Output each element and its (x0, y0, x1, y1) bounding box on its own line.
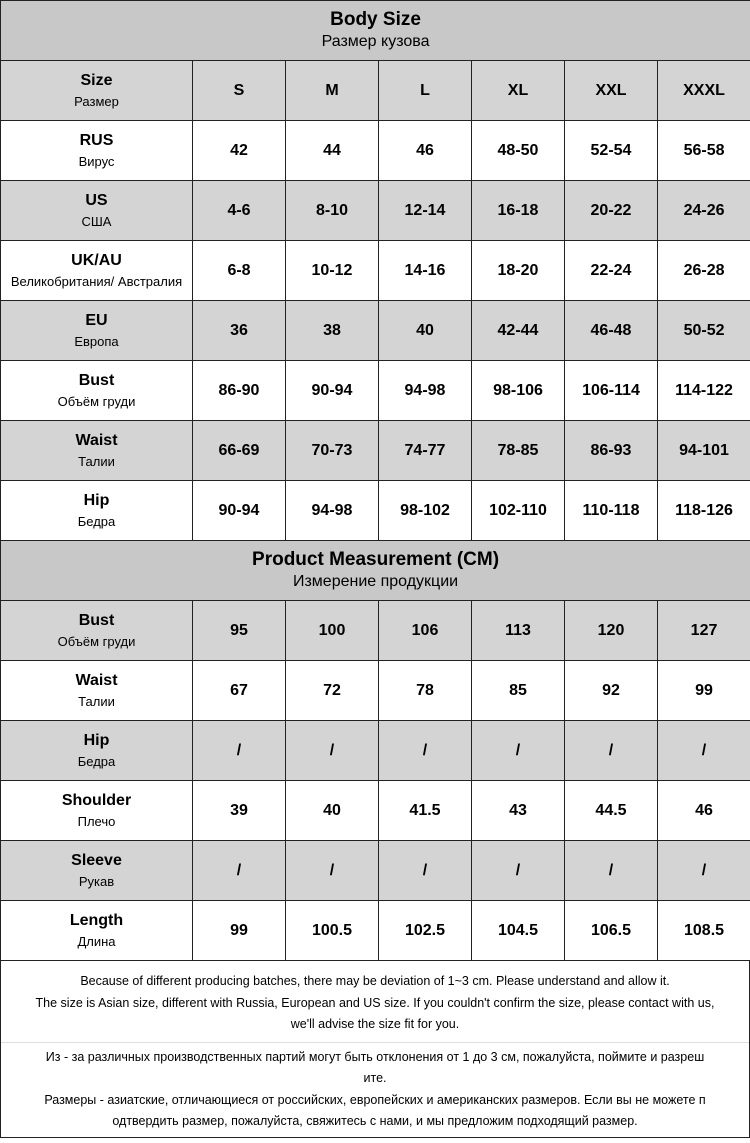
value-cell: 24-26 (658, 181, 750, 241)
table-row (1, 421, 750, 481)
notes-english (1, 961, 749, 1042)
value-cell: 26-28 (658, 241, 750, 301)
value-cell: 36 (193, 301, 286, 361)
row-label-ru: Вирус (78, 153, 115, 169)
table-row (1, 901, 750, 961)
value-cell: 94-98 (379, 361, 472, 421)
table-row (1, 841, 750, 901)
value-cell: 100.5 (286, 901, 379, 961)
value-cell: 110-118 (565, 481, 658, 541)
notes-russian (1, 1042, 749, 1137)
value-cell: 40 (379, 301, 472, 361)
value-cell: 40 (286, 781, 379, 841)
product-title: Product Measurement (CM) (252, 548, 500, 570)
value-cell: 90-94 (286, 361, 379, 421)
table-row (1, 481, 750, 541)
value-cell: 46-48 (565, 301, 658, 361)
value-cell: 38 (286, 301, 379, 361)
value-cell: 95 (193, 601, 286, 661)
note-ru-line: Из - за различных производственных партий могут быть отклонения от 1 до 3 см, пожалуйста, поймите и разреш (45, 1049, 705, 1064)
row-label-en: Hip (83, 491, 110, 509)
row-label-ru: Объём груди (57, 393, 136, 409)
row-label (1, 481, 193, 541)
notes-section (0, 961, 750, 1138)
row-label-ru: Объём груди (57, 633, 136, 649)
row-label (1, 781, 193, 841)
value-cell: 78 (379, 661, 472, 721)
value-cell: 74-77 (379, 421, 472, 481)
value-cell: 22-24 (565, 241, 658, 301)
value-cell: 106.5 (565, 901, 658, 961)
value-cell: 10-12 (286, 241, 379, 301)
value-cell: 41.5 (379, 781, 472, 841)
row-label-en: Shoulder (61, 791, 132, 809)
size-column-header: XL (472, 61, 565, 121)
table-row (1, 661, 750, 721)
row-label-en: UK/AU (71, 251, 122, 269)
row-label-en: Sleeve (71, 851, 122, 869)
value-cell: 85 (472, 661, 565, 721)
value-cell: / (565, 841, 658, 901)
row-label-en: Hip (83, 731, 110, 749)
value-cell: / (286, 721, 379, 781)
value-cell: 98-106 (472, 361, 565, 421)
value-cell: 56-58 (658, 121, 750, 181)
table-row (1, 721, 750, 781)
size-column-header: S (193, 61, 286, 121)
value-cell: / (193, 841, 286, 901)
row-label (1, 301, 193, 361)
value-cell: 48-50 (472, 121, 565, 181)
body-size-subtitle: Размер кузова (321, 32, 430, 50)
body-size-title: Body Size (330, 8, 421, 30)
row-label-ru: Талии (78, 453, 115, 469)
value-cell: 42 (193, 121, 286, 181)
value-cell: 100 (286, 601, 379, 661)
value-cell: 98-102 (379, 481, 472, 541)
value-cell: / (379, 841, 472, 901)
row-label-ru: Великобритания/ Австралия (10, 273, 183, 289)
value-cell: 6-8 (193, 241, 286, 301)
row-label-ru: Бедра (77, 753, 116, 769)
size-column-header: M (286, 61, 379, 121)
value-cell: / (565, 721, 658, 781)
table-row (1, 301, 750, 361)
row-label-ru: Размер (74, 93, 119, 109)
value-cell: 46 (379, 121, 472, 181)
body-size-header (1, 1, 750, 61)
value-cell: / (286, 841, 379, 901)
table-row (1, 361, 750, 421)
size-header-row (1, 61, 750, 121)
row-label (1, 601, 193, 661)
size-table-body (1, 1, 750, 961)
note-ru-line: ите. (363, 1071, 387, 1085)
row-label-ru: США (81, 213, 112, 229)
value-cell: 102-110 (472, 481, 565, 541)
value-cell: 102.5 (379, 901, 472, 961)
value-cell: 104.5 (472, 901, 565, 961)
row-label-en: EU (85, 311, 108, 329)
row-label (1, 61, 193, 121)
row-label-en: Bust (78, 371, 115, 389)
value-cell: / (658, 721, 750, 781)
value-cell: 8-10 (286, 181, 379, 241)
row-label-en: Waist (75, 431, 118, 449)
row-label (1, 421, 193, 481)
value-cell: / (472, 721, 565, 781)
value-cell: 72 (286, 661, 379, 721)
value-cell: 94-98 (286, 481, 379, 541)
row-label-en: Size (80, 71, 113, 89)
value-cell: 12-14 (379, 181, 472, 241)
value-cell: 67 (193, 661, 286, 721)
row-label (1, 661, 193, 721)
value-cell: 86-93 (565, 421, 658, 481)
row-label-ru: Бедра (77, 513, 116, 529)
row-label (1, 241, 193, 301)
table-row (1, 181, 750, 241)
value-cell: 90-94 (193, 481, 286, 541)
value-cell: 120 (565, 601, 658, 661)
product-header-row (1, 541, 750, 601)
value-cell: / (193, 721, 286, 781)
value-cell: 86-90 (193, 361, 286, 421)
row-label (1, 841, 193, 901)
row-label (1, 361, 193, 421)
value-cell: 99 (193, 901, 286, 961)
value-cell: 50-52 (658, 301, 750, 361)
row-label (1, 121, 193, 181)
value-cell: 70-73 (286, 421, 379, 481)
value-cell: / (472, 841, 565, 901)
value-cell: 18-20 (472, 241, 565, 301)
value-cell: 108.5 (658, 901, 750, 961)
value-cell: 113 (472, 601, 565, 661)
note-en-line: Because of different producing batches, there may be deviation of 1~3 cm. Please understand and allow it. (80, 974, 670, 988)
note-ru-line: Размеры - азиатские, отличающиеся от российских, европейских и американских размеров. Если вы не можете п (44, 1092, 706, 1107)
value-cell: 127 (658, 601, 750, 661)
value-cell: 92 (565, 661, 658, 721)
product-header (1, 541, 750, 601)
value-cell: 106-114 (565, 361, 658, 421)
row-label-en: Bust (78, 611, 115, 629)
table-row (1, 781, 750, 841)
value-cell: 42-44 (472, 301, 565, 361)
row-label-en: US (85, 191, 108, 209)
value-cell: 43 (472, 781, 565, 841)
product-subtitle: Измерение продукции (292, 572, 459, 590)
value-cell: 52-54 (565, 121, 658, 181)
row-label-ru: Длина (77, 933, 116, 949)
value-cell: 78-85 (472, 421, 565, 481)
value-cell: 94-101 (658, 421, 750, 481)
row-label-ru: Плечо (77, 813, 116, 829)
value-cell: 46 (658, 781, 750, 841)
value-cell: 4-6 (193, 181, 286, 241)
row-label (1, 901, 193, 961)
table-row (1, 241, 750, 301)
value-cell: 20-22 (565, 181, 658, 241)
row-label-en: RUS (79, 131, 114, 149)
value-cell: 16-18 (472, 181, 565, 241)
size-column-header: XXXL (658, 61, 750, 121)
row-label (1, 721, 193, 781)
table-row (1, 601, 750, 661)
size-column-header: XXL (565, 61, 658, 121)
value-cell: 99 (658, 661, 750, 721)
note-en-line: The size is Asian size, different with Russia, European and US size. If you couldn't confirm the size, please contact with us, (35, 995, 715, 1010)
note-en-line: we'll advise the size fit for you. (290, 1017, 460, 1031)
value-cell: 39 (193, 781, 286, 841)
value-cell: 114-122 (658, 361, 750, 421)
row-label-ru: Европа (74, 333, 119, 349)
value-cell: / (658, 841, 750, 901)
value-cell: 118-126 (658, 481, 750, 541)
value-cell: 66-69 (193, 421, 286, 481)
row-label-en: Waist (75, 671, 118, 689)
table-row (1, 121, 750, 181)
row-label-ru: Талии (78, 693, 115, 709)
note-ru-line: одтвердить размер, пожалуйста, свяжитесь с нами, и мы предложим подходящий размер. (112, 1114, 638, 1128)
value-cell: / (379, 721, 472, 781)
row-label-ru: Рукав (78, 873, 115, 889)
row-label (1, 181, 193, 241)
value-cell: 44 (286, 121, 379, 181)
value-cell: 44.5 (565, 781, 658, 841)
row-label-en: Length (69, 911, 124, 929)
value-cell: 14-16 (379, 241, 472, 301)
value-cell: 106 (379, 601, 472, 661)
size-column-header: L (379, 61, 472, 121)
